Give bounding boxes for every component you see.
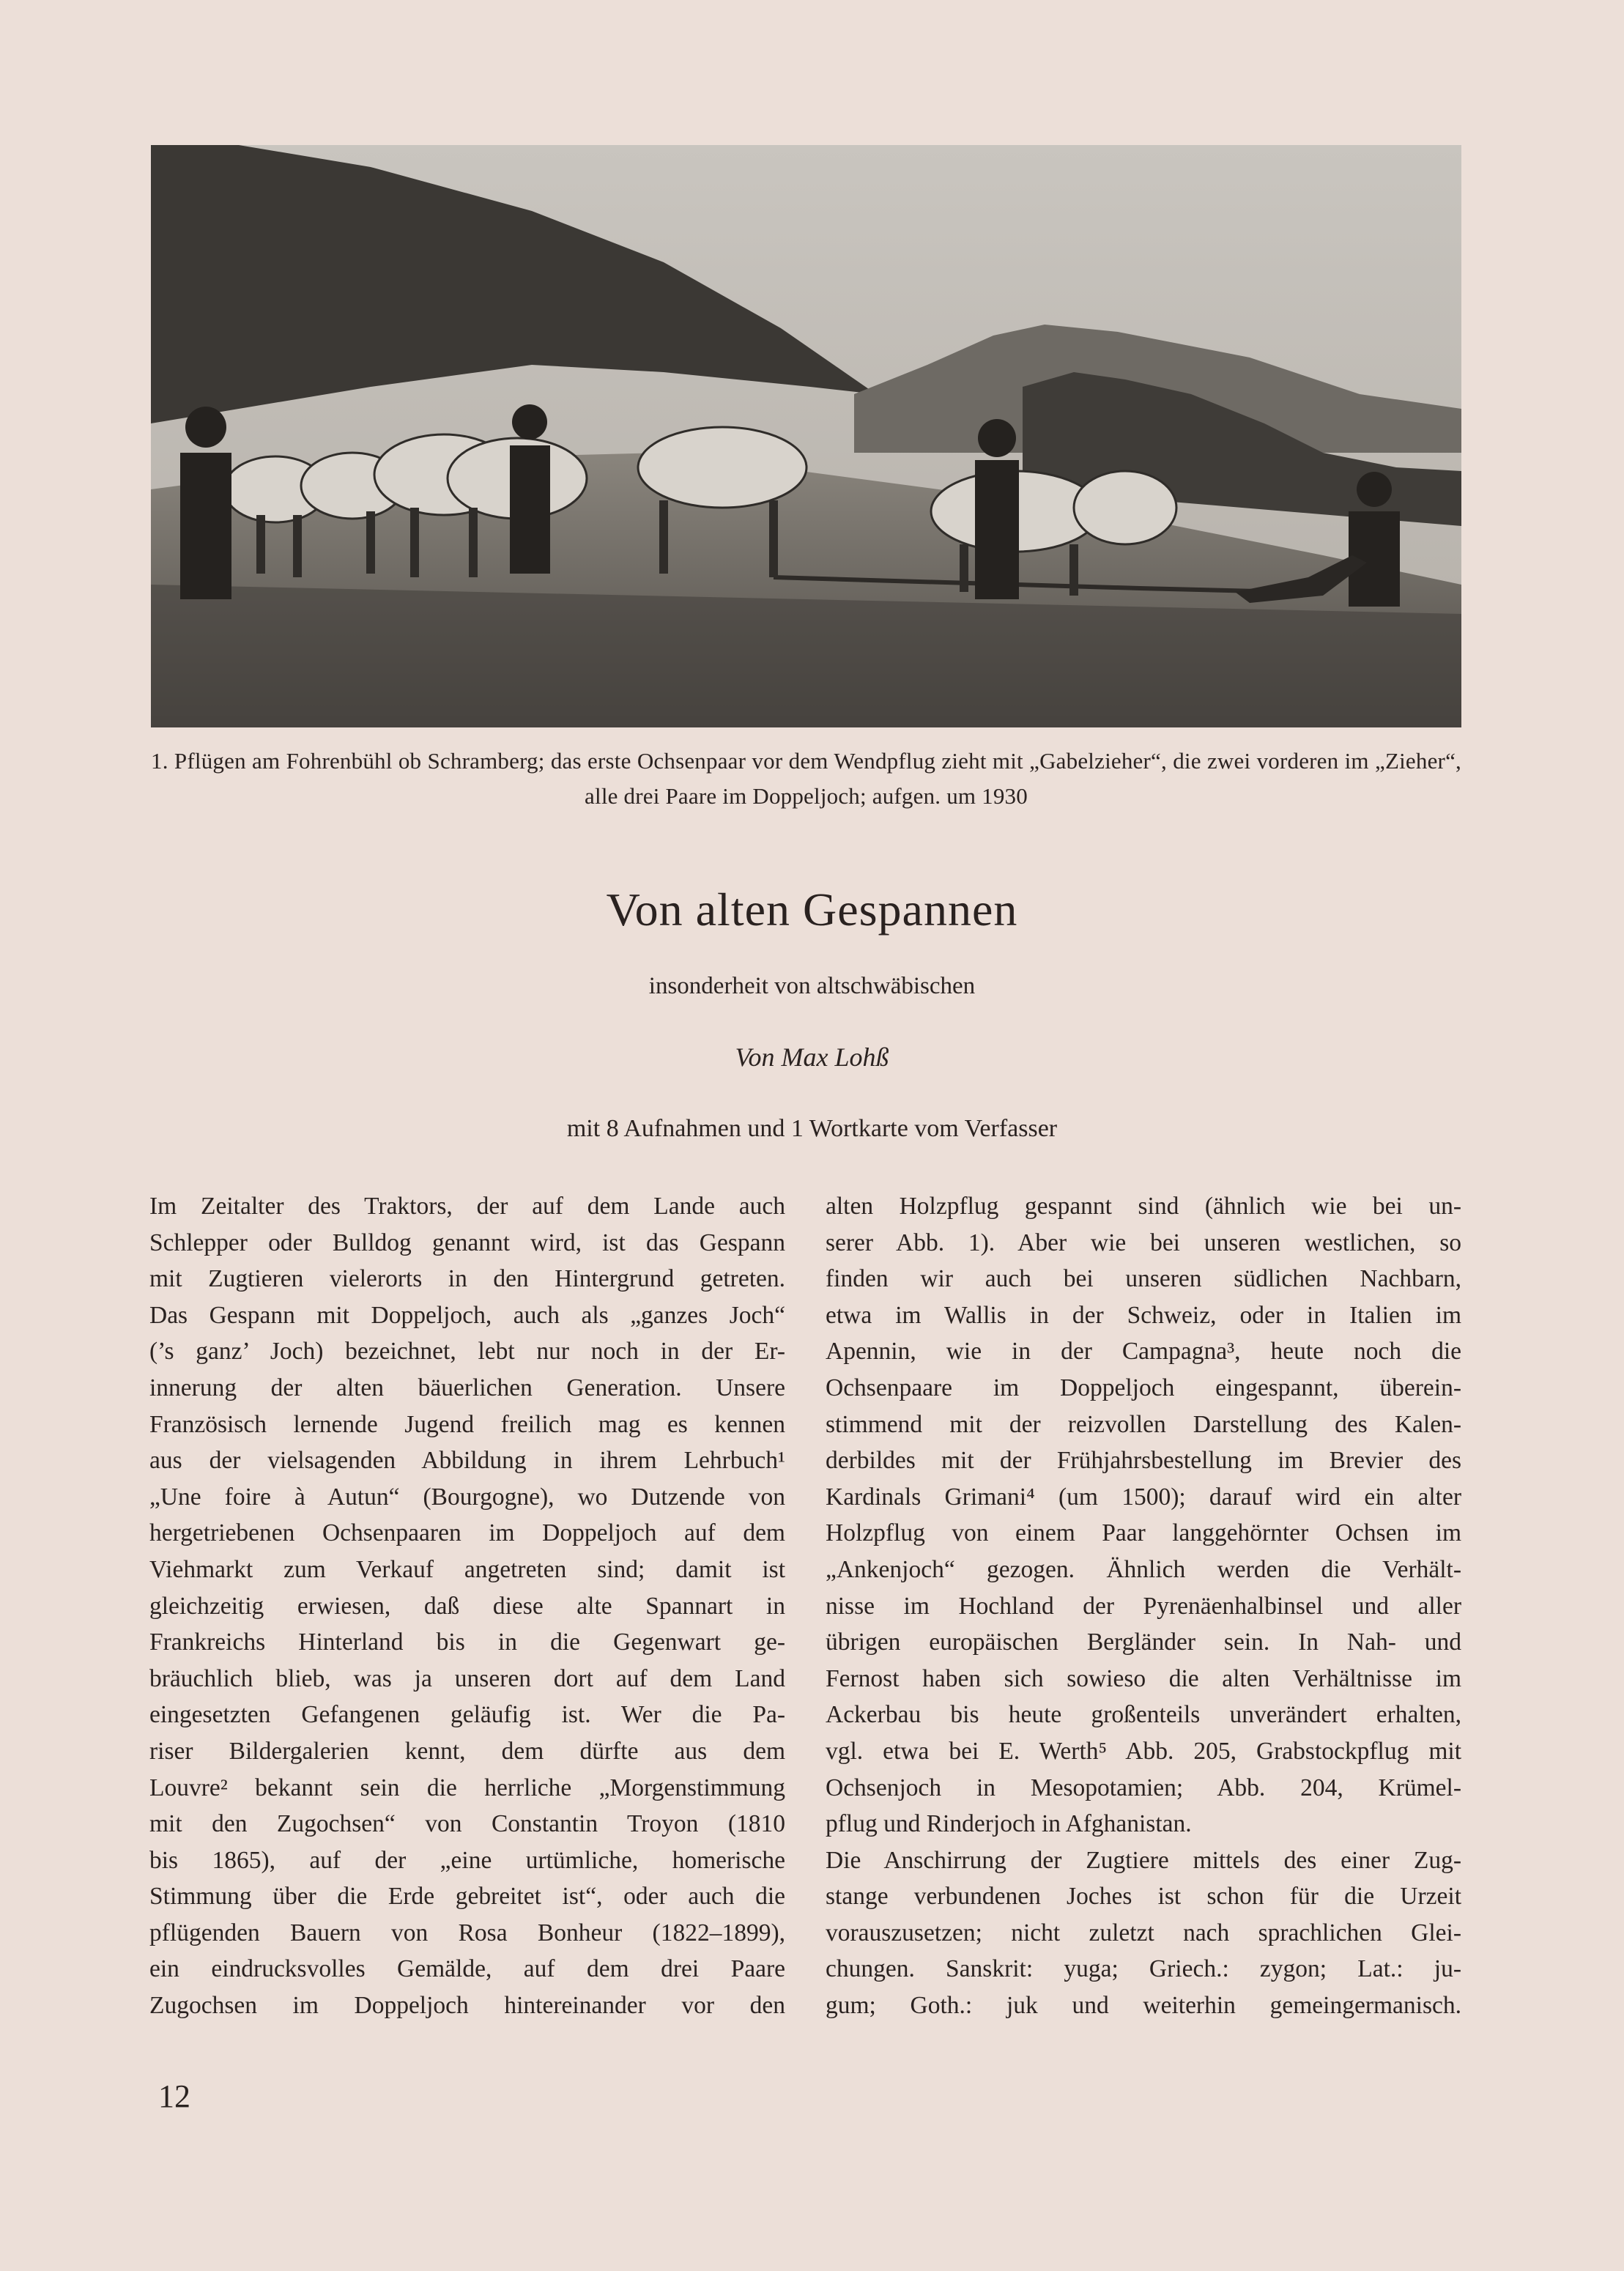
text-line: derbildes mit der Frühjahrsbestellung im Brevier des [826,1447,1461,1475]
page-number: 12 [158,2078,190,2114]
text-line: serer Abb. 1). Aber wie bei unseren westlichen, so [826,1229,1461,1256]
text-line: Frankreichs Hinterland bis in die Gegenwart ge- [149,1629,785,1656]
text-line: vorauszusetzen; nicht zuletzt nach sprachlichen Glei- [826,1919,1461,1946]
text-line: gleichzeitig erwiesen, daß diese alte Spannart in [149,1592,785,1620]
text-line: Französisch lernende Jugend freilich mag es kennen [149,1410,785,1438]
text-line: eingesetzten Gefangenen geläufig ist. Wer die Pa- [149,1701,785,1729]
text-line: alten Holzpflug gespannt sind (ähnlich wie bei un- [826,1193,1461,1220]
text-line: stange verbundenen Joches ist schon für die Urzeit [826,1883,1461,1911]
text-line: hergetriebenen Ochsenpaaren im Doppeljoch auf dem [149,1519,785,1547]
text-line: Zugochsen im Doppeljoch hintereinander vor den [149,1992,785,2020]
text-line: Viehmarkt zum Verkauf angetreten sind; damit ist [149,1555,785,1583]
text-line: Ackerbau bis heute großenteils unverändert erhalten, [826,1701,1461,1729]
text-line: Die Anschirrung der Zugtiere mittels des einer Zug- [826,1846,1461,1874]
text-line: ein eindrucksvolles Gemälde, auf dem drei Paare [149,1955,785,1983]
text-line: chungen. Sanskrit: yuga; Griech.: zygon; Lat.: ju- [826,1955,1461,1983]
text-line: gum; Goth.: juk und weiterhin gemeingermanisch. [826,1992,1461,2020]
landscape-illustration [151,145,1461,727]
text-line: Schlepper oder Bulldog genannt wird, ist das Gespann [149,1229,785,1256]
text-line: bis 1865), auf der „eine urtümliche, homerische [149,1846,785,1874]
article-subtitle: insonderheit von altschwäbischen [648,973,976,999]
photo-plowing-oxen [151,145,1461,727]
text-line: „Ankenjoch“ gezogen. Ähnlich werden die Verhält- [826,1555,1461,1583]
text-line: bräuchlich blieb, was ja unseren dort auf dem Land [149,1664,785,1692]
text-line: (’s ganz’ Joch) bezeichnet, lebt nur noch in der Er- [149,1338,785,1366]
text-line: Louvre² bekannt sein die herrliche „Morgenstimmung [149,1774,785,1801]
article-title: Von alten Gespannen [606,883,1018,936]
text-line: Apennin, wie in der Campagna³, heute noch die [826,1338,1461,1366]
text-line: pflügenden Bauern von Rosa Bonheur (1822–1899), [149,1919,785,1946]
text-line: nisse im Hochland der Pyrenäenhalbinsel und aller [826,1592,1461,1620]
figure-caption: 1. Pflügen am Fohrenbühl ob Schramberg; das erste Ochsenpaar vor dem Wendpflug zieht mit „Gabelzieher“, die zwei vorderen im „Zieher“, alle drei Paare im Doppeljoch; aufgen. um 1930 [151,748,1461,809]
text-line: Ochsenjoch in Mesopotamien; Abb. 204, Krümel- [826,1774,1461,1801]
text-line: innerung der alten bäuerlichen Generation. Unsere [149,1374,785,1401]
text-column-right [826,1188,1461,2024]
text-line: übrigen europäischen Bergländer sein. In Nah- und [826,1629,1461,1656]
text-line: Stimmung über die Erde gebreitet ist“, oder auch die [149,1883,785,1911]
text-line: Ochsenpaare im Doppeljoch eingespannt, überein- [826,1374,1461,1401]
text-line: Kardinals Grimani⁴ (um 1500); darauf wird ein alter [826,1483,1461,1511]
text-line: Holzpflug von einem Paar langgehörnter Ochsen im [826,1519,1461,1547]
text-column-left [149,1188,785,2024]
text-line: Das Gespann mit Doppeljoch, auch als „ganzes Joch“ [149,1301,785,1329]
text-line: Im Zeitalter des Traktors, der auf dem Lande auch [149,1193,785,1220]
text-line: pflug und Rinderjoch in Afghanistan. [826,1810,1192,1838]
text-line: aus der vielsagenden Abbildung in ihrem Lehrbuch¹ [149,1447,785,1475]
text-line: mit den Zugochsen“ von Constantin Troyon (1810 [149,1810,785,1838]
text-line: finden wir auch bei unseren südlichen Nachbarn, [826,1265,1461,1293]
text-line: stimmend mit der reizvollen Darstellung des Kalen- [826,1410,1461,1438]
text-line: vgl. etwa bei E. Werth⁵ Abb. 205, Grabstockpflug mit [826,1737,1461,1765]
text-line: riser Bildergalerien kennt, dem dürfte aus dem [149,1737,785,1765]
photos-note: mit 8 Aufnahmen und 1 Wortkarte vom Verfasser [566,1115,1058,1142]
text-line: etwa im Wallis in der Schweiz, oder in Italien im [826,1301,1461,1329]
text-line: Fernost haben sich sowieso die alten Verhältnisse im [826,1664,1461,1692]
text-line: „Une foire à Autun“ (Bourgogne), wo Dutzende von [149,1483,785,1511]
article-author: Von Max Lohß [735,1042,889,1072]
text-line: mit Zugtieren vielerorts in den Hintergrund getreten. [149,1265,785,1293]
